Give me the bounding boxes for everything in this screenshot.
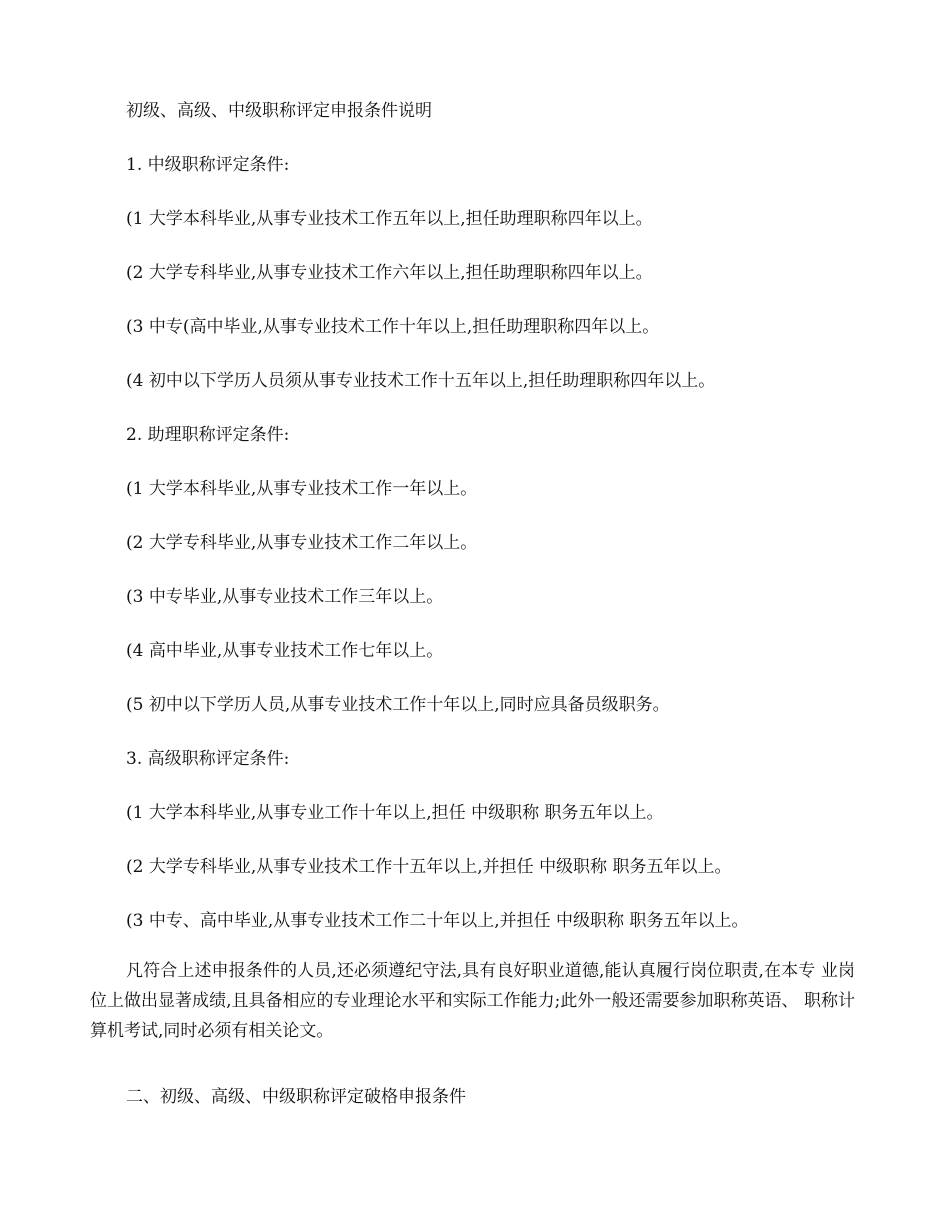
list-item: (5 初中以下学历人员,从事专业技术工作十年以上,同时应具备员级职务。 bbox=[126, 695, 670, 715]
list-item: (2 大学专科毕业,从事专业技术工作六年以上,担任助理职称四年以上。 bbox=[126, 263, 653, 283]
list-item: (1 大学本科毕业,从事专业技术工作一年以上。 bbox=[126, 479, 478, 499]
list-item: (1 大学本科毕业,从事专业工作十年以上,担任 中级职称 职务五年以上。 bbox=[126, 803, 664, 823]
section-heading-assistant: 2. 助理职称评定条件: bbox=[126, 425, 290, 445]
list-item: (2 大学专科毕业,从事专业技术工作二年以上。 bbox=[126, 533, 478, 553]
list-item: (4 初中以下学历人员须从事专业技术工作十五年以上,担任助理职称四年以上。 bbox=[126, 371, 716, 391]
list-item: (3 中专毕业,从事专业技术工作三年以上。 bbox=[126, 587, 444, 607]
section-heading-senior: 3. 高级职称评定条件: bbox=[126, 749, 290, 769]
list-item: (3 中专、高中毕业,从事专业技术工作二十年以上,并担任 中级职称 职务五年以上。 bbox=[126, 911, 749, 931]
list-item: (3 中专(高中毕业,从事专业技术工作十年以上,担任助理职称四年以上。 bbox=[126, 317, 660, 337]
list-item: (2 大学专科毕业,从事专业技术工作十五年以上,并担任 中级职称 职务五年以上。 bbox=[126, 857, 732, 877]
section-heading-intermediate: 1. 中级职称评定条件: bbox=[126, 155, 290, 175]
list-item: (4 高中毕业,从事专业技术工作七年以上。 bbox=[126, 641, 444, 661]
closing-paragraph: 凡符合上述申报条件的人员,还必须遵纪守法,具有良好职业道德,能认真履行岗位职责,在本专 业岗位上做出显著成绩,且具备相应的专业理论水平和实际工作能力;此外一般还需要参加职称英语、 职称计算机考试,同时必须有相关论文。 bbox=[90, 961, 855, 1041]
document-title: 初级、高级、中级职称评定申报条件说明 bbox=[126, 101, 432, 121]
list-item: (1 大学本科毕业,从事专业技术工作五年以上,担任助理职称四年以上。 bbox=[126, 209, 653, 229]
next-section-heading: 二、初级、高级、中级职称评定破格申报条件 bbox=[126, 1087, 466, 1107]
